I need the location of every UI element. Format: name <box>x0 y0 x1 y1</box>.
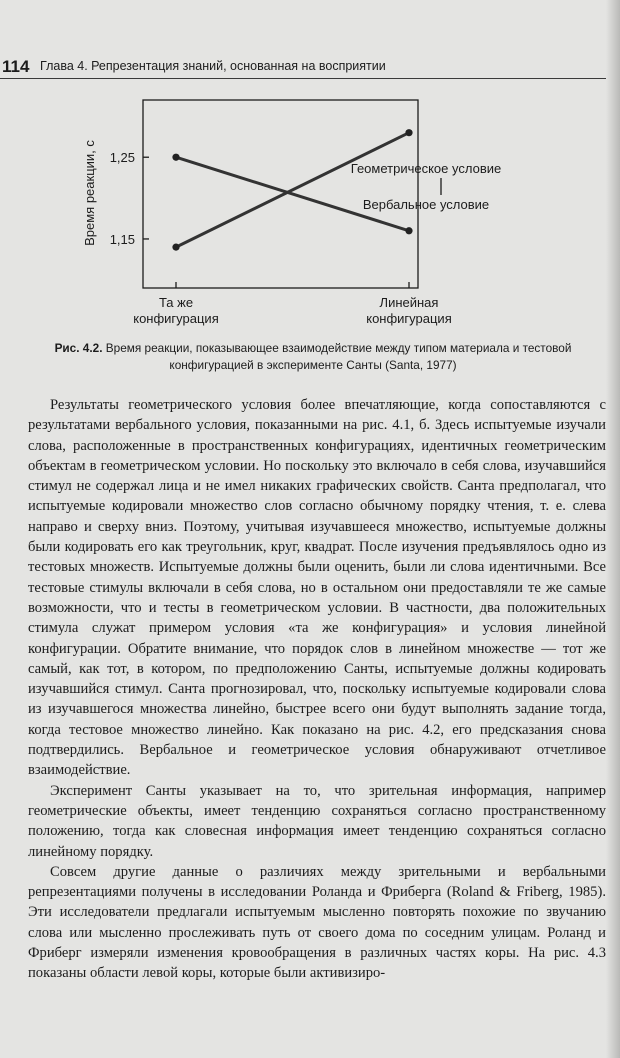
data-point <box>172 154 179 161</box>
y-tick-label: 1,25 <box>109 150 135 166</box>
running-header <box>0 56 606 79</box>
x-tick-label: Линейная конфигурация <box>366 295 452 326</box>
paragraph-3: Совсем другие данные о различиях между зрительными и вербальными репрезентациями получены в исследовании Роланда и Фриберга (Roland & Friberg, 1985). Эти исследователи предлагали испытуемым мысленно повторять похожие по звучанию слова или мысленно прослеживать путь от своего дома по соседним улицам. Роланд и Фриберг измеряли изменения кровообращения в различных частях коры. На рис. 4.3 показаны области левой коры, которые были активизиро- <box>28 863 606 982</box>
caption-text: Время реакции, показывающее взаимодействие между типом материала и тестовой конфигурацией в эксперименте Санты (Santa, 1977) <box>105 341 572 372</box>
caption-label: Рис. 4.2. <box>54 341 103 355</box>
paragraph-2: Эксперимент Санты указывает на то, что зрительная информация, например геометрические объекты, имеет тенденцию сохраняться согласно пространственному положению, тогда как словесная информация имеет тенденцию сохраняться согласно линейному порядку. <box>28 782 606 860</box>
series-lines <box>172 129 412 251</box>
plot-frame <box>143 100 418 288</box>
y-axis-label: Время реакции, с <box>82 140 97 246</box>
x-tick-label: Та же конфигурация <box>133 295 219 326</box>
data-point <box>405 129 412 136</box>
body-text <box>28 395 606 984</box>
series-labels <box>351 161 501 212</box>
data-point <box>405 227 412 234</box>
figure-caption <box>28 340 598 374</box>
y-tick-label: 1,15 <box>109 231 135 247</box>
paragraph-1: Результаты геометрического условия более впечатляющие, когда сопоставляются с результатами вербального условия, показанными на рис. 4.1, б. Здесь испытуемые изучали слова, расположенные в пространственных конфигурациях, идентичных геометрическим объектам в геометрическом условии. Но поскольку это включало в себя слова, изучавшийся стимул не содержал лица и не имел никаких графических свойств. Санта предполагал, что испытуемые кодировали множество слов согласно обычному порядку чтения, т. е. слева направо и сверху вниз. Поэтому, учитывая изучавшееся множество, испытуемые должны были кодировать его как треугольник, круг, квадрат. После изучения предъявлялось одно из тестовых множеств. Испытуемые должны были оценить, были ли слова идентичными. Все тестовые стимулы включали в себя слова, но в остальном они предоставляли те же самые возможности, что и тесты в геометрическом условии. В частности, два положительных стимула служат примером условия «та же конфигурация» и условия линейной конфигурации. Обратите внимание, что порядок слов в линейном множестве — тот же самый, как тот, в котором, по предположению Санты, испытуемые должны кодировать изучавшийся стимул. Санта прогнозировал, что, поскольку испытуемые кодировали слова из изучавшегося множества линейно, быстрее всего они будут выполнять задание тогда, когда тестовое множество линейно. Как показано на рис. 4.2, его предсказания снова подтвердились. Вербальное и геометрическое условия обнаруживают отчетливое взаимодействие. <box>28 397 606 779</box>
series-line-0 <box>176 133 409 247</box>
page-number: 114 <box>2 57 30 76</box>
reaction-time-chart <box>0 90 620 335</box>
series-label-geometric: Геометрическое условие <box>350 161 502 176</box>
running-head-title: Глава 4. Репрезентация знаний, основанная на восприятии <box>40 59 386 73</box>
series-label-verbal: Вербальное условие <box>362 197 490 212</box>
data-point <box>172 244 179 251</box>
